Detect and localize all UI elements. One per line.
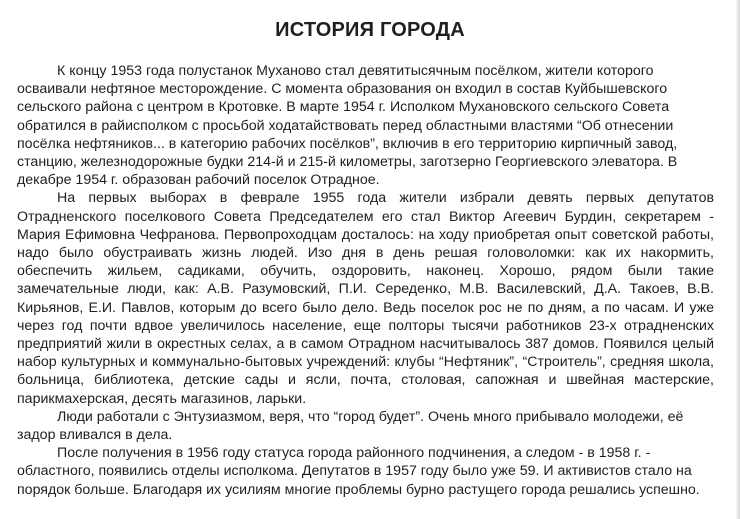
article-body	[17, 62, 714, 499]
paragraph-first-elections: На первых выборах в феврале 1955 года жители избрали девять первых депутатов Отрадненского поселкового Совета Председателем его стал Виктор Агеевич Бурдин, секретарем - Мария Ефимовна Чефранова. Первопроходцам досталось: на ходу приобретая опыт советской работы, надо было обустраивать жизнь людей. Изо дня в день решая головоломки: как их накормить, обеспечить жильем, садиками, обучить, оздоровить, наконец. Хорошо, рядом были такие замечательные люди, как: А.В. Разумовский, П.И. Середенко, М.В. Василевский, Д.А. Такоев, В.В. Кирьянов, Е.И. Павлов, которым до всего было дело. Ведь поселок рос не по дням, а по часам. И уже через год почти вдвое увеличилось население, еще полторы тысячи работников 23-х отрадненских предприятий жили в окрестных селах, а в самом Отрадном насчитывалось 387 домов. Появился целый набор культурных и коммунально-бытовых учреждений: клубы “Нефтяник”, “Строитель”, средняя школа, больница, библиотека, детские сады и ясли, почта, столовая, сапожная и швейная мастерские, парикмахерская, десять магазинов, ларьки.	[17, 190, 714, 407]
paragraph-enthusiasm: Люди работали с Энтузиазмом, веря, что “город будет”. Очень много прибывало молодежи, её задор вливался в дела.	[17, 408, 684, 444]
paragraph-city-status: После получения в 1956 году статуса города районного подчинения, а следом - в 1958 г. - областного, появились отделы исполкома. Депутатов в 1957 году было уже 59. И активистов стало на порядок больше. Благодаря их усилиям многие проблемы бурно растущего города решались успешно.	[17, 445, 700, 498]
page-title: ИСТОРИЯ ГОРОДА	[275, 19, 465, 41]
paragraph-founding: К концу 1953 года полустанок Муханово стал девятитысячным посёлком, жители которого осваивали нефтяное месторождение. С момента образования он входил в состав Куйбышевского сельского района с центром в Кротовке. В марте 1954 г. Исполком Мухановского сельского Совета обратился в райисполком с просьбой ходатайствовать перед областными властями “Об отнесении посёлка нефтяников... в категорию рабочих посёлков”, включив в его территорию кирпичный завод, станцию, железнодорожные будки 214-й и 215-й километры, заготзерно Георгиевского элеватора. В декабре 1954 г. образован рабочий поселок Отрадное.	[17, 63, 678, 189]
page-edge-shadow	[735, 0, 740, 519]
